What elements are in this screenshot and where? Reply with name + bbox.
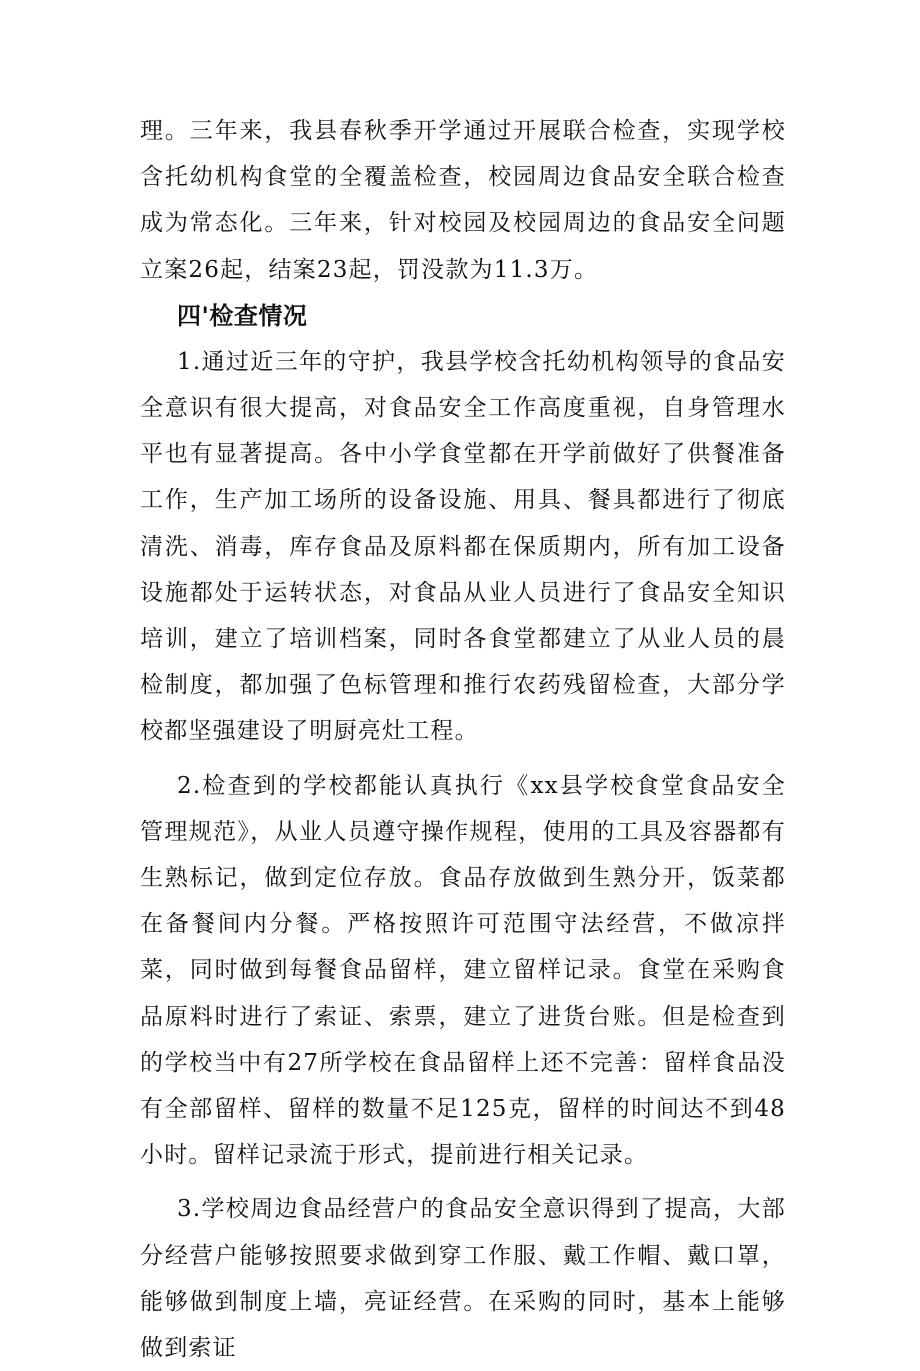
paragraph-3: 3.学校周边食品经营户的食品安全意识得到了提高，大部分经营户能够按照要求做到穿工作服、戴工作帽、戴口罩，能够做到制度上墙，亮证经营。在采购的同时，基本上能够做到索证 <box>140 1196 786 1362</box>
paragraph-1: 1.通过近三年的守护，我县学校含托幼机构领导的食品安全意识有很大提高，对食品安全工作高度重视，自身管理水平也有显著提高。各中小学食堂都在开学前做好了供餐准备工作，生产加工场所的设备设施、用具、餐具都进行了彻底清洗、消毒，库存食品及原料都在保质期内，所有加工设备设施都处于运转状态，对食品从业人员进行了食品安全知识培训，建立了培训档案，同时各食堂都建立了从业人员的晨检制度，都加强了色标管理和推行农药残留检查，大部分学校都坚强建设了明厨亮灶工程。 <box>140 348 786 745</box>
document-body <box>140 108 786 1371</box>
paragraph-2: 2.检查到的学校都能认真执行《xx县学校食堂食品安全管理规范》，从业人员遵守操作规程，使用的工具及容器都有生熟标记，做到定位存放。食品存放做到生熟分开，饭菜都在备餐间内分餐。严格按照许可范围守法经营，不做凉拌菜，同时做到每餐食品留样，建立留样记录。食堂在采购食品原料时进行了索证、索票，建立了进货台账。但是检查到的学校当中有27所学校在食品留样上还不完善：留样食品没有全部留样、留样的数量不足125克，留样的时间达不到48小时。留样记录流于形式，提前进行相关记录。 <box>140 772 786 1169</box>
paragraph-intro: 理。三年来，我县春秋季开学通过开展联合检查，实现学校含托幼机构食堂的全覆盖检查，校园周边食品安全联合检查成为常态化。三年来，针对校园及校园周边的食品安全问题立案26起，结案23起，罚没款为11.3万。 <box>140 118 786 283</box>
section-heading: 四'检查情况 <box>177 301 308 330</box>
